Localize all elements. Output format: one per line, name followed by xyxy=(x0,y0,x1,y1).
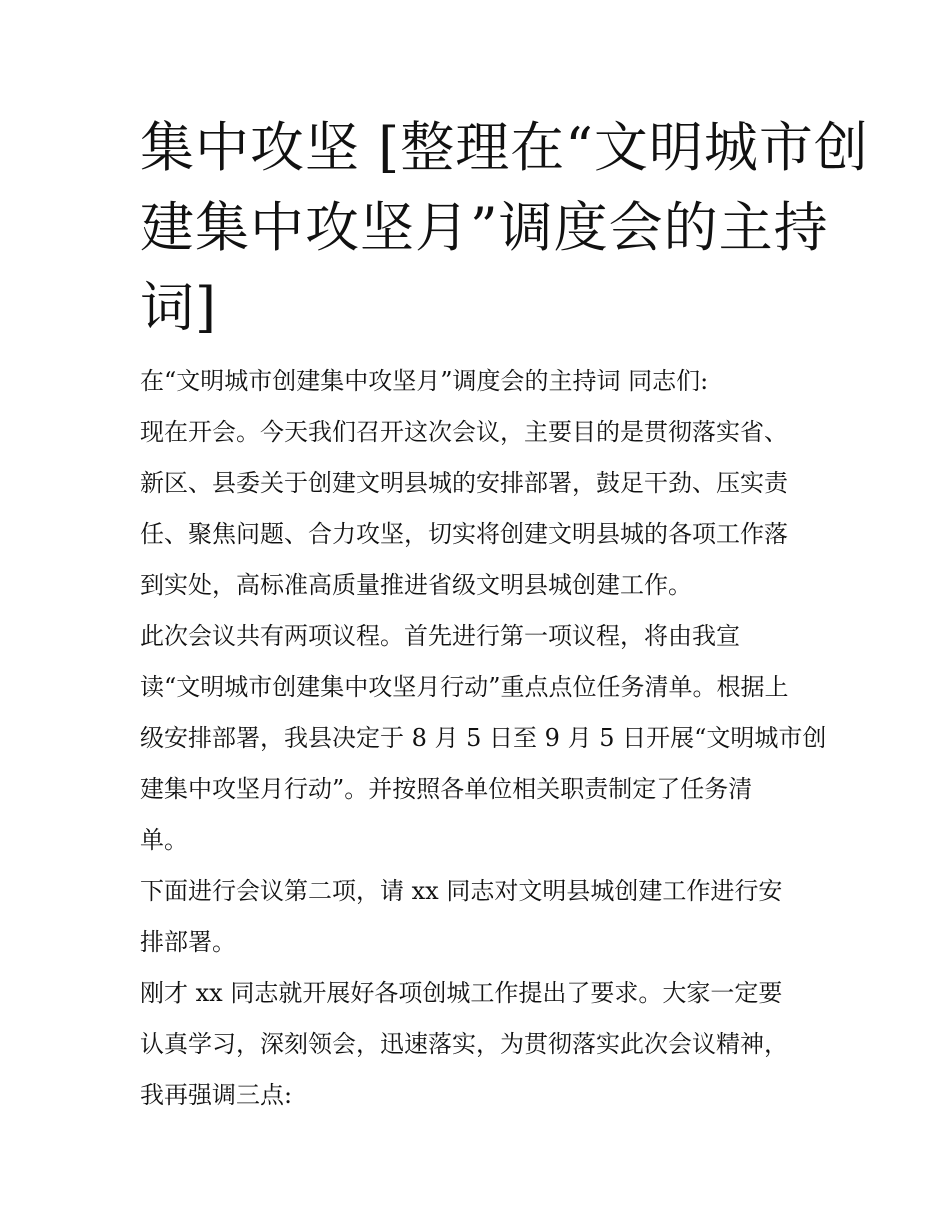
body-line: 此次会议共有两项议程。首先进行第一项议程，将由我宣 xyxy=(140,622,740,650)
body-line: 新区、县委关于创建文明县城的安排部署，鼓足干劲、压实责 xyxy=(140,469,788,497)
body-line: 读“文明城市创建集中攻坚月行动”重点点位任务清单。根据上 xyxy=(140,673,789,701)
body-line: 在“文明城市创建集中攻坚月”调度会的主持词 同志们: xyxy=(140,367,709,395)
body-line: 任、聚焦问题、合力攻坚，切实将创建文明县城的各项工作落 xyxy=(140,520,788,548)
body-line: 级安排部署，我县决定于 8 月 5 日至 9 月 5 日开展“文明城市创 xyxy=(140,724,827,752)
body-line: 排部署。 xyxy=(140,928,236,956)
body-line: 下面进行会议第二项，请 xx 同志对文明县城创建工作进行安 xyxy=(140,877,783,905)
body-line: 我再强调三点: xyxy=(140,1081,293,1109)
body-line: 单。 xyxy=(140,826,188,854)
title-line: 词] xyxy=(140,276,218,339)
document-body xyxy=(140,356,830,1121)
title-line: 集中攻坚 [整理在“文明城市创 xyxy=(140,116,869,179)
title-line: 建集中攻坚月”调度会的主持 xyxy=(140,196,829,259)
body-line: 刚才 xx 同志就开展好各项创城工作提出了要求。大家一定要 xyxy=(140,979,783,1007)
body-line: 建集中攻坚月行动”。并按照各单位相关职责制定了任务清 xyxy=(140,775,753,803)
body-line: 现在开会。今天我们召开这次会议，主要目的是贯彻落实省、 xyxy=(140,418,788,446)
body-line: 到实处，高标准高质量推进省级文明县城创建工作。 xyxy=(140,571,692,599)
document-title xyxy=(140,108,869,348)
body-line: 认真学习，深刻领会，迅速落实，为贯彻落实此次会议精神， xyxy=(140,1030,788,1058)
